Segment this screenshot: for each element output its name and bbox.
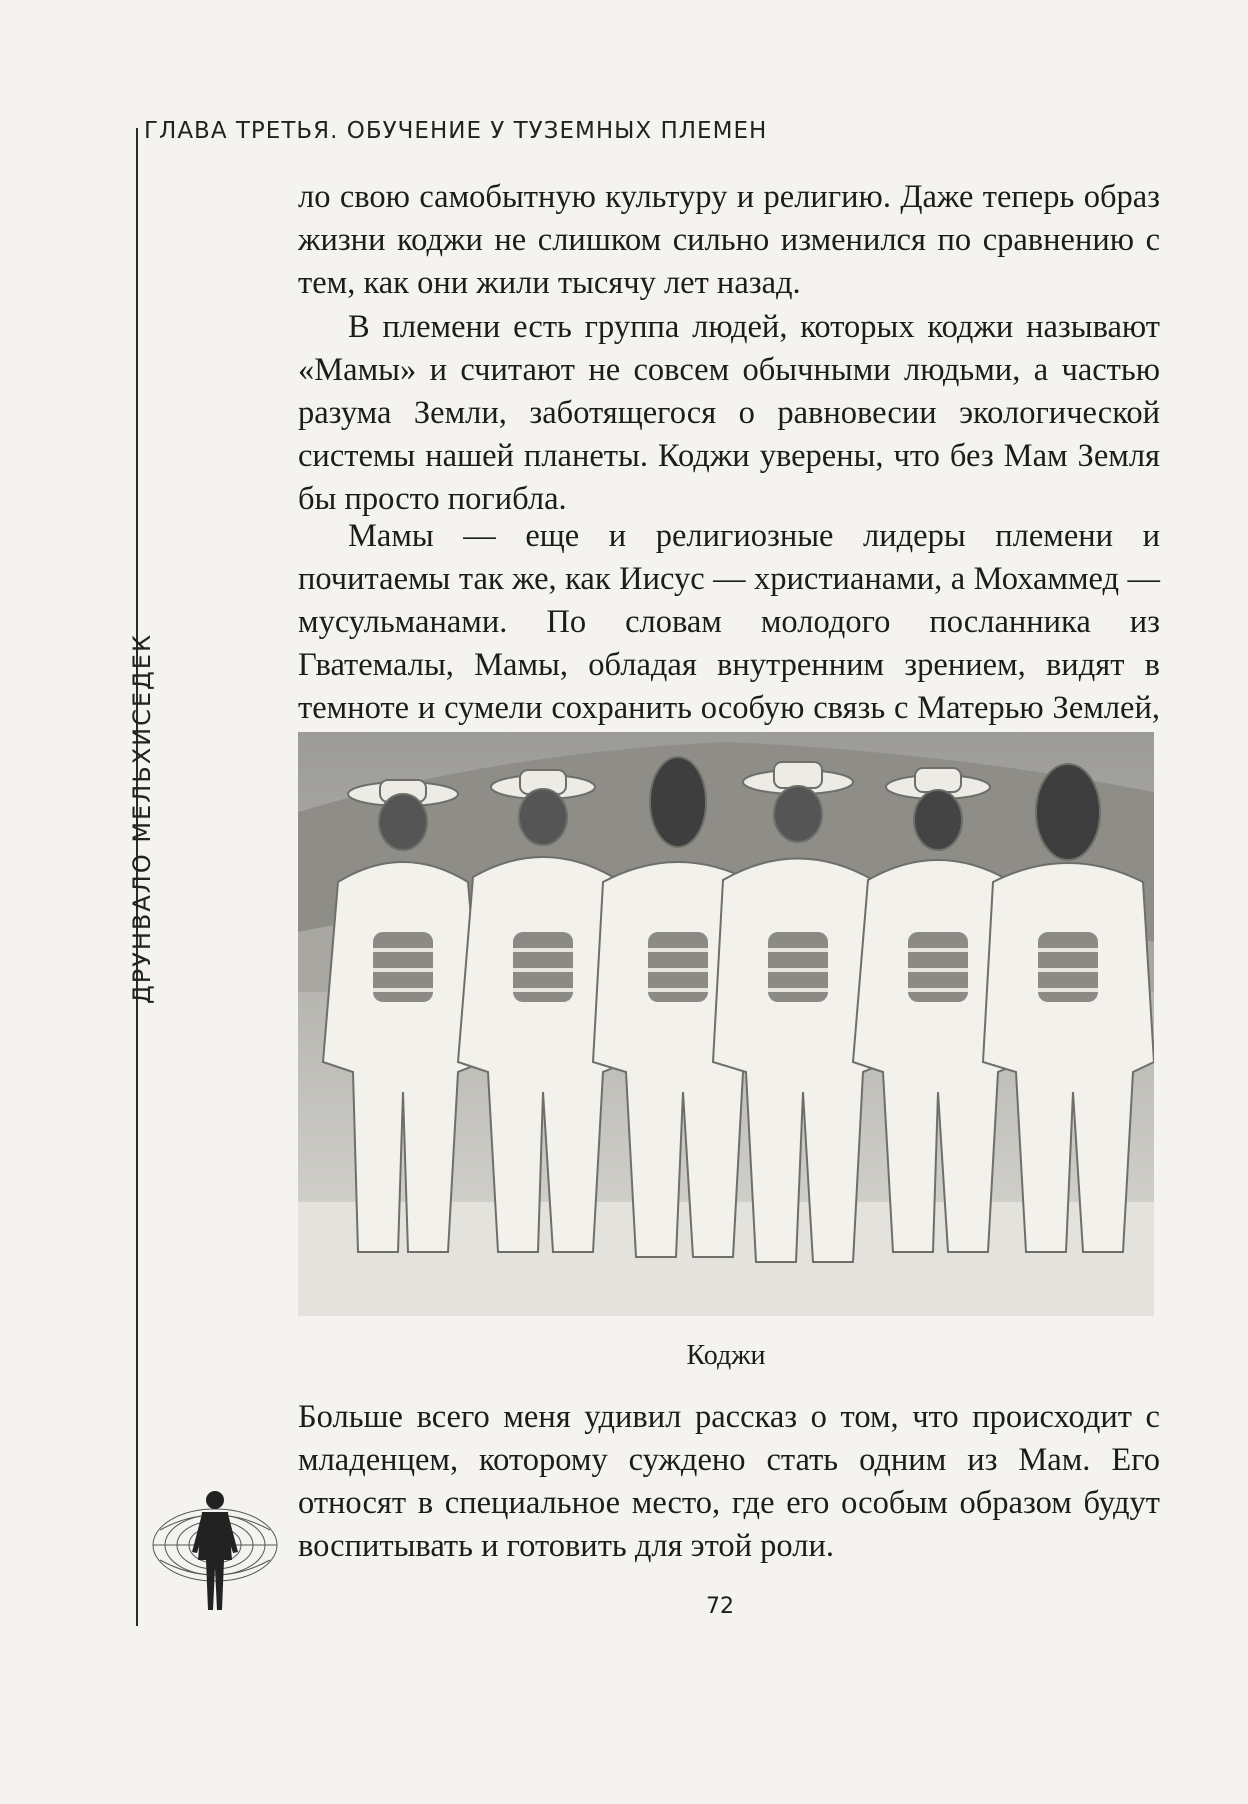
photo-kogi: [298, 732, 1154, 1316]
paragraph-1: ло свою самобытную культуру и религию. Даже теперь образ жизни коджи не слишком сильно изменился по сравнению с тем, как они жили тысячу лет назад.: [298, 179, 1160, 301]
side-title: ДРУНВАЛО МЕЛЬХИСЕДЕК: [128, 633, 156, 1004]
paragraph-4: Больше всего меня удивил рассказ о том, что происходит с младенцем, которому суждено стать одним из Мам. Его относят в специальное место, где его особым образом будут воспитывать и готовить для этой роли.: [298, 1399, 1160, 1564]
paragraph-2: В племени есть группа людей, которых коджи называют «Мамы» и считают не совсем обычными людьми, а частью разума Земли, заботящегося о равновесии экологической системы нашей планеты. Коджи уверены, что без Мам Земля бы просто погибла.: [298, 309, 1160, 517]
running-head: ГЛАВА ТРЕТЬЯ. ОБУЧЕНИЕ У ТУЗЕМНЫХ ПЛЕМЕН: [144, 118, 768, 144]
figure-caption: Коджи: [686, 1340, 766, 1371]
torus-human-emblem-icon: [140, 1480, 290, 1630]
page-number: 72: [706, 1594, 734, 1619]
paragraph-3: Мамы — еще и религиозные лидеры племени и почитаемы так же, как Иисус — христианами, а Мохаммед — мусульманами. По словам молодого посланника из Гватемалы, Мамы, обладая внутренним зрением, видят в темноте и сумели сохранить особую связь с Матерью Землей,: [298, 518, 1160, 726]
